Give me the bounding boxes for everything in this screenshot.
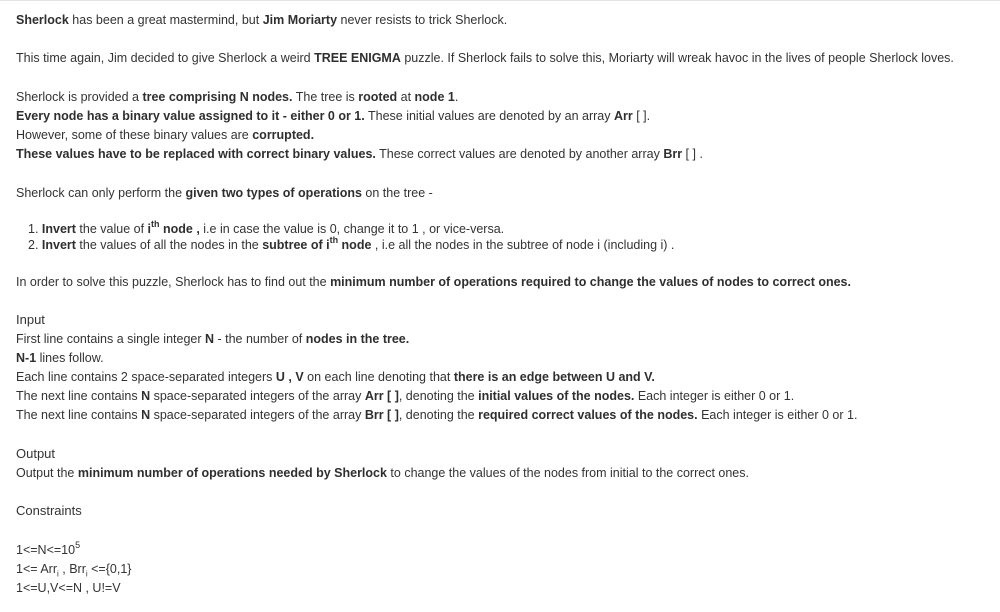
description-line-1: Sherlock is provided a tree comprising N nodes. The tree is rooted at node 1. [16,90,459,104]
operations-intro: Sherlock can only perform the given two types of operations on the tree - [16,186,433,200]
constraint-2: 1<= Arr$_i$ , Brr$_i$ <={0,1} [16,562,132,579]
description-line-4: These values have to be replaced with correct binary values. These correct values are denoted by another array Brr [ ] . [16,147,703,161]
input-line-1: First line contains a single integer N - the number of nodes in the tree. [16,332,410,346]
operation-item-1: 1. Invert the value of $i^{th}$ node , i.e in case the value is 0, change it to 1 , or vice-versa. [28,218,505,236]
input-line-4: The next line contains N space-separated integers of the array Arr [ ], denoting the initial values of the nodes. Each integer is either 0 or 1. [16,389,795,403]
description-line-3: However, some of these binary values are corrupted. [16,128,315,142]
input-heading: Input [16,312,45,327]
input-line-2: N-1 lines follow. [16,351,104,365]
output-line-1: Output the minimum number of operations needed by Sherlock to change the values of the nodes from initial to the correct ones. [16,466,749,480]
input-line-3: Each line contains 2 space-separated integers U , V on each line denoting that there is an edge between U and V. [16,370,655,384]
intro-paragraph-1: Sherlock has been a great mastermind, but Jim Moriarty never resists to trick Sherlock. [16,13,508,27]
tree-enigma-text: TREE ENIGMA [314,51,401,65]
operation-item-2: 2. Invert the values of all the nodes in the subtree of $i^{th}$ node , i.e all the nodes in the subtree of node i (including i) . [28,234,675,252]
moriarty-name: Jim Moriarty [262,13,338,27]
input-line-5: The next line contains N space-separated integers of the array Brr [ ], denoting the required correct values of the nodes. Each integer is either 0 or 1. [16,408,858,422]
constraint-1: $1<=N<=10^5$ [16,539,81,557]
intro-paragraph-2: This time again, Jim decided to give Sherlock a weird TREE ENIGMA puzzle. If Sherlock fails to solve this, Moriarty will wreak havoc in the lives of people Sherlock loves. [16,51,954,65]
constraint-3: 1<=U,V<=N , U!=V [16,581,121,595]
top-divider [0,0,1000,1]
output-heading: Output [16,446,56,461]
constraints-heading: Constraints [16,503,82,518]
sherlock-name: Sherlock [16,13,69,27]
goal-paragraph: In order to solve this puzzle, Sherlock has to find out the minimum number of operations required to change the values of nodes to correct ones. [16,275,851,289]
description-line-2: Every node has a binary value assigned to it - either 0 or 1. These initial values are denoted by an array Arr [ ]. [16,109,651,123]
